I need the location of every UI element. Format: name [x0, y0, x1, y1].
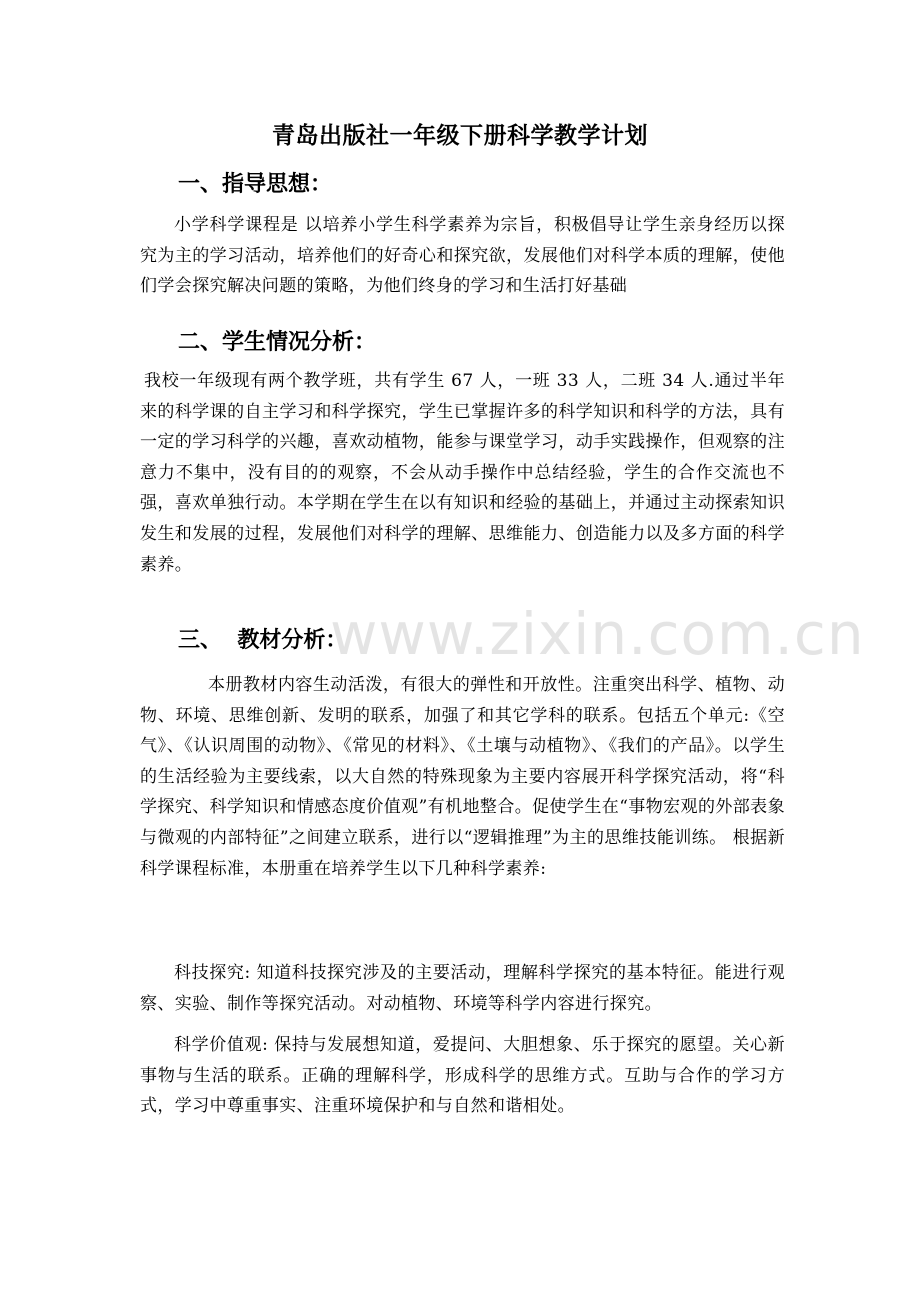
paragraph-textbook-analysis: 本册教材内容生动活泼，有很大的弹性和开放性。注重突出科学、植物、动物、环境、思维创新、发明的联系，加强了和其它学科的联系。包括五个单元:《空气》、《认识周围的动物》、《常见的材料》、《土壤与动植物》、《我们的产品》。以学生的生活经验为主要线索，以大自然的特殊现象为主要内容展开科学探究活动，将“科学探究、科学知识和情感态度价值观”有机地整合。促使学生在“事物宏观的外部表象与微观的内部特征”之间建立联系，进行以“逻辑推理”为主的思维技能训练。 根据新科学课程标准，本册重在培养学生以下几种科学素养: [140, 675, 785, 879]
paragraph-science-exploration: 科技探究: 知道科技探究涉及的主要活动，理解科学探究的基本特征。能进行观察、实验、制作等探究活动。对动植物、环境等科学内容进行探究。 [140, 963, 785, 1014]
section-heading-student-analysis: 二、学生情况分析： [178, 330, 377, 355]
section-heading-guiding-ideology: 一、指导思想： [178, 172, 333, 197]
paragraph-science-values: 科学价值观: 保持与发展想知道，爱提问、大胆想象、乐于探究的愿望。关心新事物与生活的联系。正确的理解科学，形成科学的思维方式。互助与合作的学习方式，学习中尊重事实、注重环境保护和与自然和谐相处。 [140, 1035, 785, 1117]
paragraph-guiding-ideology: 小学科学课程是 以培养小学生科学素养为宗旨，积极倡导让学生亲身经历以探究为主的学习活动，培养他们的好奇心和探究欲，发展他们对科学本质的理解，使他们学会探究解决问题的策略，为他们终身的学习和生活打好基础 [140, 215, 785, 297]
section-heading-textbook-analysis: 三、 教材分析： [178, 628, 348, 653]
paragraph-student-analysis: 我校一年级现有两个教学班，共有学生 67 人，一班 33 人，二班 34 人.通过半年来的科学课的自主学习和科学探究，学生已掌握许多的科学知识和科学的方法，具有一定的学习科学的兴趣，喜欢动植物，能参与课堂学习，动手实践操作，但观察的注意力不集中，没有目的的观察，不会从动手操作中总结经验，学生的合作交流也不强，喜欢单独行动。本学期在学生在以有知识和经验的基础上，并通过主动探索知识发生和发展的过程，发展他们对科学的理解、思维能力、创造能力以及多方面的科学素养。 [140, 371, 785, 575]
document-title: 青岛出版社一年级下册科学教学计划 [272, 123, 648, 149]
watermark-text: www.zixin.com.cn [330, 600, 865, 668]
